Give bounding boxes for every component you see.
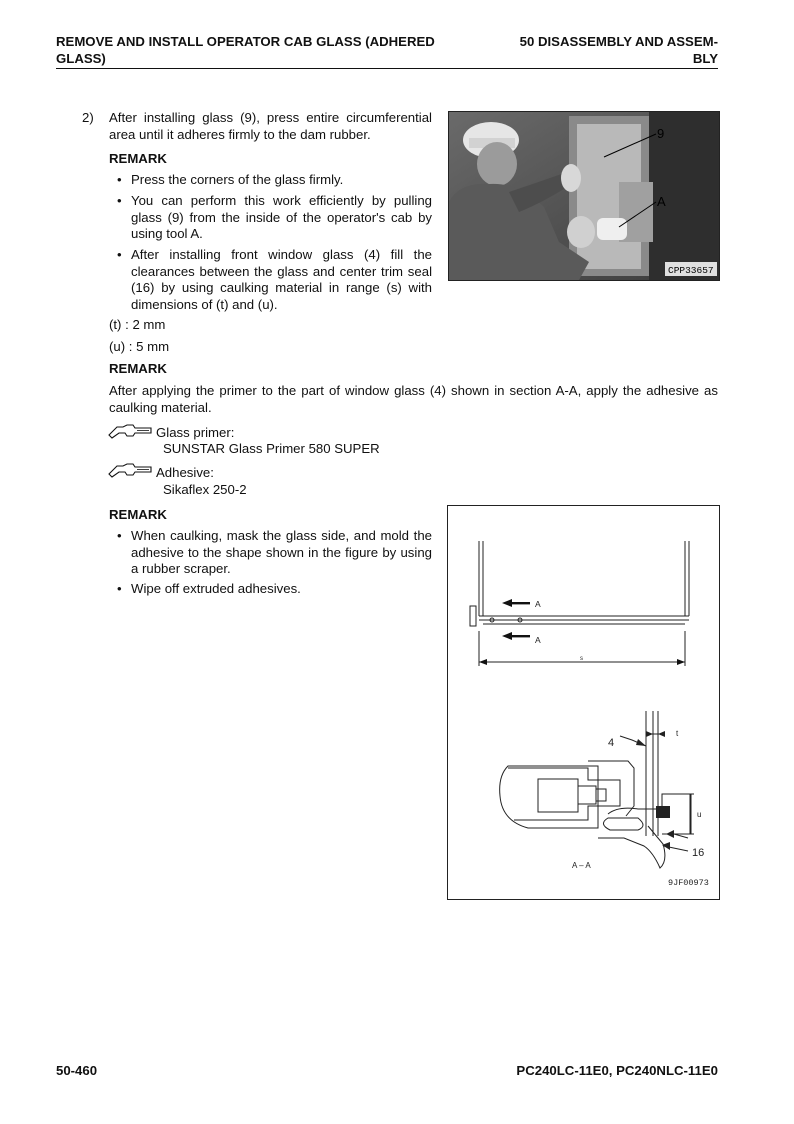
figure-code: 9JF00973 (668, 878, 709, 888)
remark-heading: REMARK (109, 151, 167, 166)
section-title-line2: BLY (692, 51, 718, 66)
dimension-label-s: s (580, 656, 583, 662)
callout-a: A (657, 194, 666, 209)
material-label: Adhesive: (156, 465, 214, 480)
installation-photo (448, 111, 720, 281)
label-u: u (697, 810, 702, 819)
remark-heading: REMARK (109, 507, 167, 522)
page-number: 50-460 (56, 1063, 98, 1078)
bullet-dot: • (117, 193, 122, 208)
adhesive-gun-icon (107, 422, 153, 440)
bullet-text: Press the corners of the glass firmly. (131, 172, 344, 187)
remark-bullet (117, 193, 432, 243)
photo-code: CPP33657 (668, 265, 714, 276)
bullet-text: You can perform this work efficiently by pulling glass (9) from the inside of the operator's cab by using tool A. (131, 193, 432, 242)
remark-bullet (117, 172, 432, 189)
figure-drawing (448, 506, 719, 899)
section-arrow-label: A (535, 599, 541, 609)
step-number: 2) (82, 110, 94, 125)
material-value: Sikaflex 250-2 (163, 482, 247, 497)
page-header-title: REMOVE AND INSTALL OPERATOR CAB GLASS (ADHERED GLASS) (56, 34, 435, 66)
step-text: After installing glass (9), press entire circumferential area until it adheres firmly to the dam rubber. (109, 110, 432, 142)
remark-bullet (117, 528, 432, 578)
dimension-t: (t) : 2 mm (109, 317, 166, 332)
bullet-dot: • (117, 247, 122, 262)
label-t: t (676, 729, 679, 738)
section-arrow-label: A (535, 635, 541, 645)
material-label: Glass primer: (156, 425, 235, 440)
remark-bullet (117, 581, 432, 598)
bullet-text: After installing front window glass (4) fill the clearances between the glass and center trim seal (16) by using caulking material in range (s) with dimensions of (t) and (u). (131, 247, 432, 312)
model-name: PC240LC-11E0, PC240NLC-11E0 (516, 1063, 718, 1078)
bullet-text: Wipe off extruded adhesives. (131, 581, 301, 596)
section-title-line1: 50 DISASSEMBLY AND ASSEM- (519, 34, 718, 49)
bullet-dot: • (117, 581, 122, 596)
header-rule (56, 68, 718, 69)
section-figure (447, 505, 720, 900)
adhesive-gun-icon (107, 461, 153, 479)
photo-drawing (449, 112, 719, 280)
remark-text: After applying the primer to the part of window glass (4) shown in section A-A, apply the adhesive as caulking material. (109, 383, 718, 415)
label-glass-4: 4 (608, 737, 615, 749)
remark-bullet (117, 247, 432, 313)
label-seal-16: 16 (692, 847, 705, 859)
callout-9: 9 (657, 126, 665, 141)
section-title (480, 33, 718, 67)
bullet-dot: • (117, 528, 122, 543)
bullet-text: When caulking, mask the glass side, and mold the adhesive to the shape shown in the figure by using a rubber scraper. (131, 528, 432, 577)
dimension-u: (u) : 5 mm (109, 339, 170, 354)
bullet-dot: • (117, 172, 122, 187)
remark-heading: REMARK (109, 361, 167, 376)
section-label: A – A (572, 861, 591, 870)
material-value: SUNSTAR Glass Primer 580 SUPER (163, 441, 380, 456)
